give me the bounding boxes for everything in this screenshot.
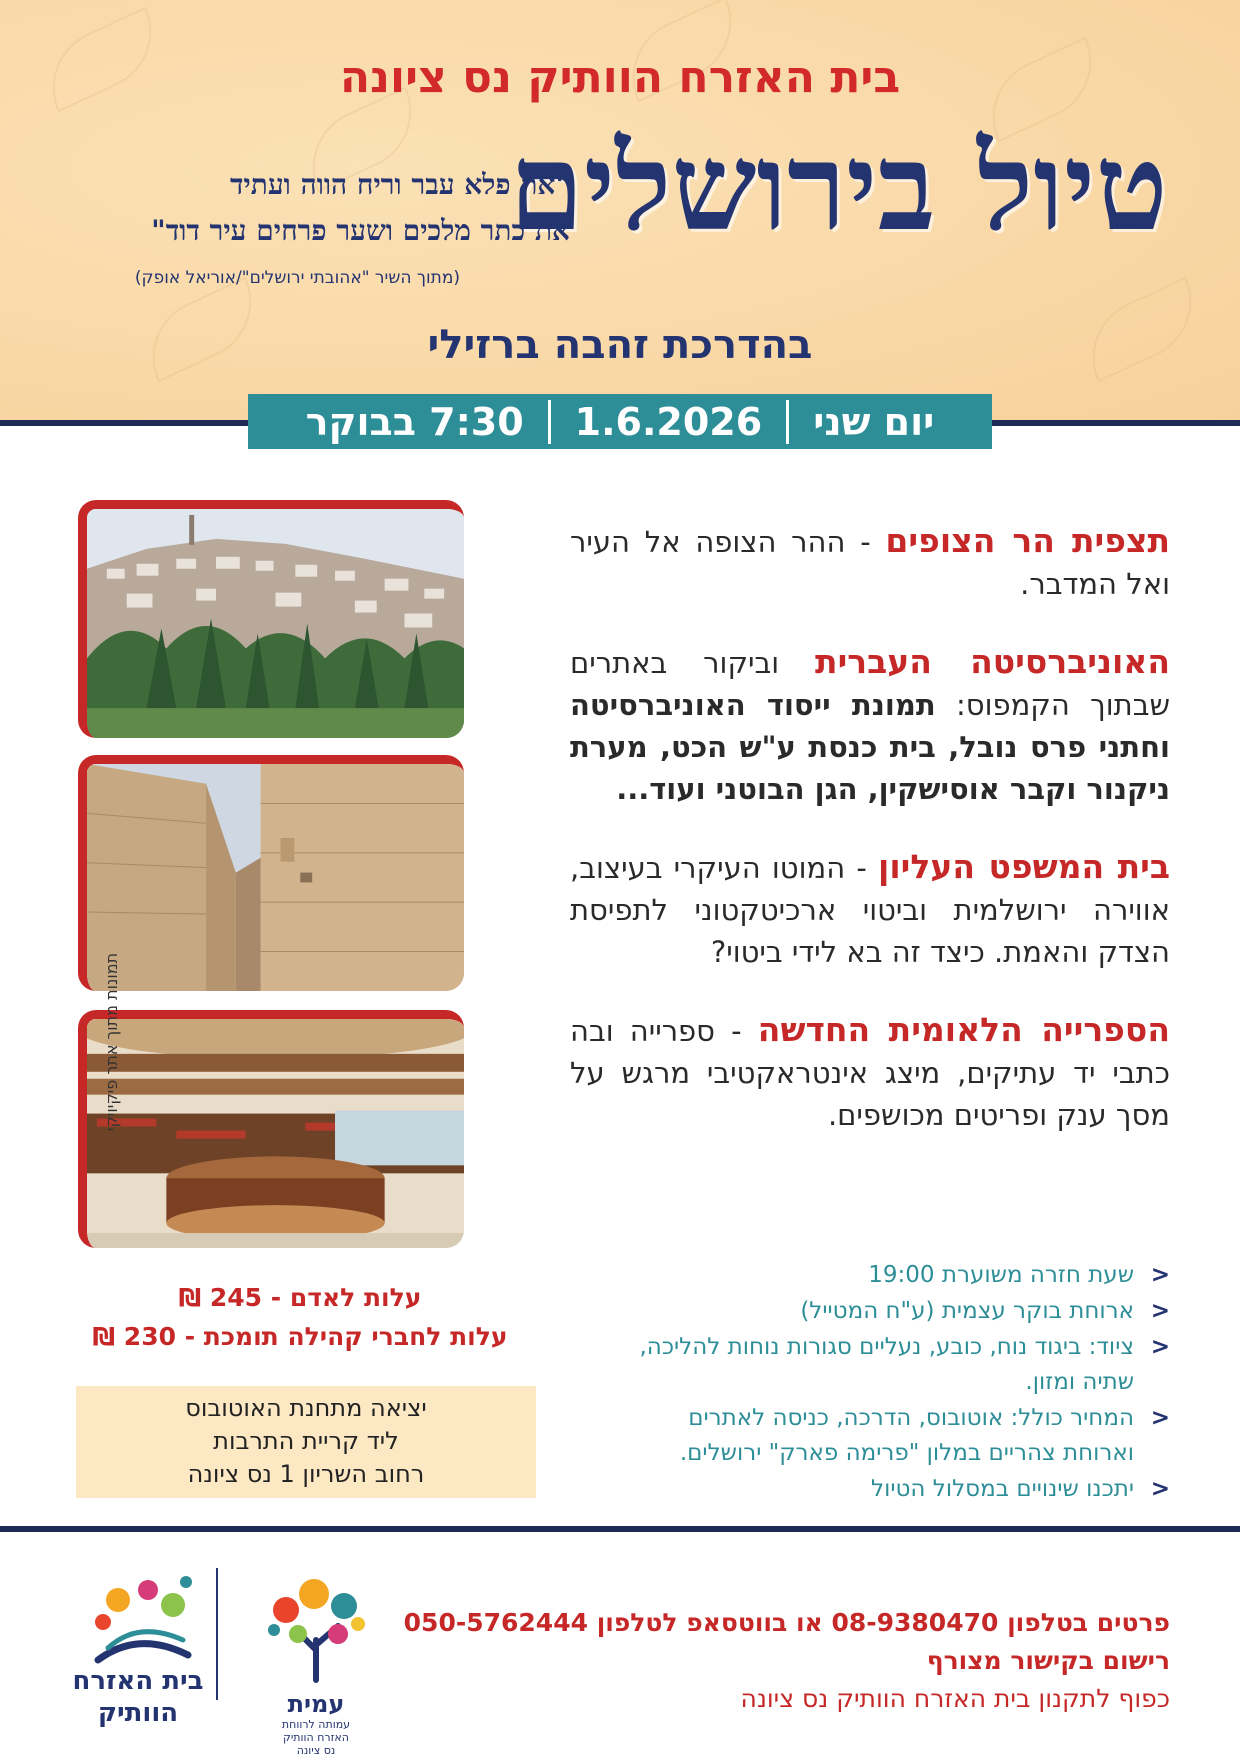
info-text: המחיר כולל: אוטובוס, הדרכה, כניסה לאתרים וארוחת צהריים במלון "פרימה פארק" ירושלים. (679, 1405, 1134, 1466)
info-text: ארוחת בוקר עצמית (ע"ח המטייל) (800, 1298, 1134, 1324)
attraction-title: בית המשפט העליון (878, 847, 1170, 886)
date-separator (548, 400, 551, 444)
quote-source: (מתוך השיר "אהובתי ירושלים"/אוריאל אופק) (134, 268, 460, 288)
info-list (610, 1258, 1170, 1508)
info-text: יתכנו שינויים במסלול הטיול (871, 1476, 1134, 1502)
info-item (610, 1472, 1170, 1507)
departure-box (76, 1386, 536, 1498)
trip-day: יום שני (813, 399, 935, 444)
amit-logo (246, 1560, 386, 1710)
date-bar (248, 394, 992, 449)
departure-line: יציאה מתחנת האוטובוס (185, 1394, 427, 1422)
registration-note: רישום בקישור מצורף (926, 1646, 1170, 1675)
quote-line-2: את כתר מלכים ושער פרחים עיר דוד" (151, 214, 570, 247)
attraction-text: - ההר הצופה אל העיר ואל המדבר. (570, 525, 1170, 601)
arrow-icon: < (1150, 1476, 1170, 1502)
info-text: ציוד: ביגוד נוח, כובע, נעליים סגורות נוחות להליכה, שתיה ומזון. (639, 1334, 1134, 1395)
price-per-person: עלות לאדם - 245 ₪ (178, 1283, 422, 1312)
attraction-item (570, 846, 1170, 973)
quote-line-1: "את פלא עבר וריח הווה ועתיד (229, 168, 570, 201)
attraction-text: וביקור באתרים שבתוך הקמפוס: (570, 646, 1171, 722)
attraction-text: - ספרייה ובה כתבי יד עתיקים, מיצג אינטראקטיבי מרגש על מסך ענק ופריטים מכושפים. (570, 1014, 1170, 1132)
attraction-title: האוניברסיטה העברית (815, 642, 1171, 681)
attraction-item (570, 520, 1170, 605)
arrow-icon: < (1150, 1298, 1170, 1324)
terms-note: כפוף לתקנון בית האזרח הוותיק נס ציונה (740, 1684, 1170, 1713)
departure-line: ליד קריית התרבות (213, 1427, 399, 1455)
supreme-court-photo (78, 755, 464, 991)
arrow-icon: < (1150, 1405, 1170, 1431)
trip-time: 7:30 בבוקר (305, 399, 524, 444)
info-item (610, 1330, 1170, 1400)
trip-title: טיול בירושלים (509, 117, 1168, 258)
senior-house-logo-line: בית האזרח (72, 1666, 204, 1696)
national-library-photo (78, 1010, 464, 1248)
photo-credit: תמונות מתוך אתר פיקיויקי (102, 952, 121, 1132)
price-members: עלות לחברי קהילה תומכת - 230 ₪ (92, 1322, 508, 1351)
amit-logo-sub-line: האזרח הוותיק (283, 1731, 349, 1744)
attraction-title: תצפית הר הצופים (885, 521, 1170, 560)
info-text: שעת חזרה משוערת 19:00 (868, 1262, 1134, 1288)
attraction-item (570, 1009, 1170, 1136)
info-item (610, 1258, 1170, 1293)
contact-phone: פרטים בטלפון 08-9380470 או בווטסאפ לטלפון 050-5762444 (403, 1608, 1170, 1637)
attractions-list (570, 520, 1170, 1172)
footer-divider (0, 1526, 1240, 1532)
amit-logo-name: עמית (287, 1690, 345, 1718)
amit-logo-sub (246, 1718, 386, 1757)
amit-logo-sub-line: נס ציונה (296, 1744, 336, 1757)
attraction-title: הספרייה הלאומית החדשה (757, 1010, 1170, 1049)
senior-house-logo-line: הוותיק (97, 1698, 179, 1728)
org-title: בית האזרח הוותיק נס ציונה (339, 52, 901, 103)
arrow-icon: < (1150, 1262, 1170, 1288)
info-item (610, 1294, 1170, 1329)
mount-scopus-photo (78, 500, 464, 738)
attraction-bold-text: תמונת ייסוד האוניברסיטה וחתני פרס נובל, בית כנסת ע"ש הכט, מערת ניקנור וקבר אוסישקין, הגן הבוטני ועוד... (570, 688, 1170, 806)
info-item (610, 1401, 1170, 1471)
arrow-icon: < (1150, 1334, 1170, 1360)
guide-line: בהדרכת זהבה ברזילי (427, 322, 813, 368)
trip-date: 1.6.2026 (574, 399, 763, 444)
date-separator (786, 400, 789, 444)
amit-logo-sub-line: עמותה לרווחת (281, 1718, 351, 1731)
attraction-item (570, 641, 1170, 810)
departure-line: רחוב השריון 1 נס ציונה (187, 1460, 425, 1488)
attraction-text: - המוטו העיקרי בעיצוב, אווירה ירושלמית וביטוי ארכיטקטוני לתפיסת הצדק והאמת. כיצד זה בא לידי ביטוי? (570, 851, 1170, 969)
